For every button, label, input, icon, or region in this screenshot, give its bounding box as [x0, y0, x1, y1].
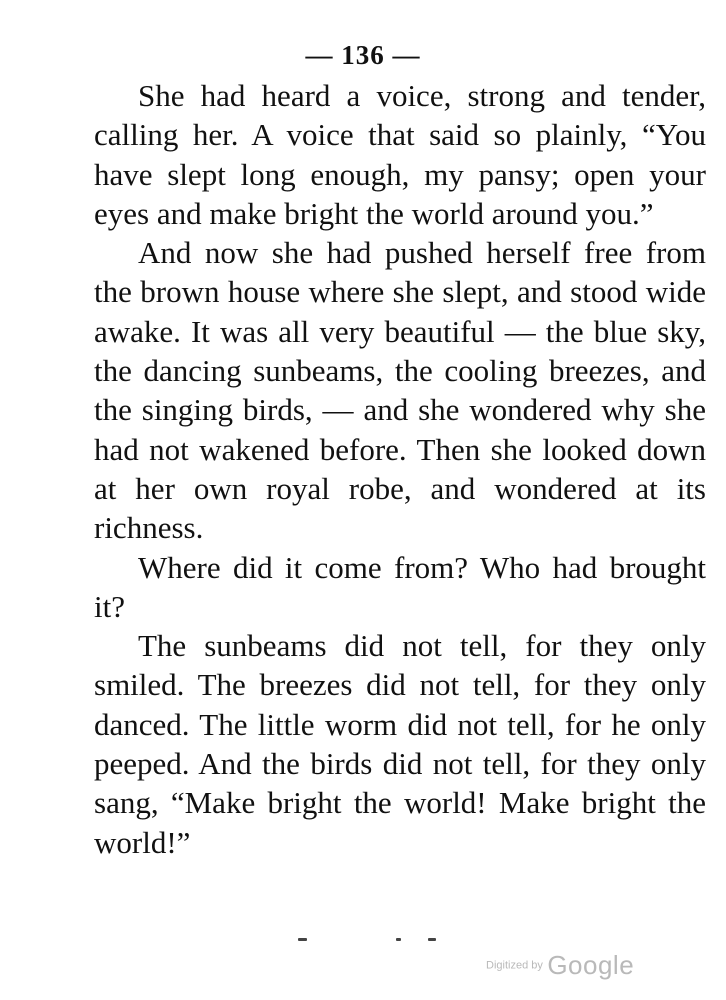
paragraph-3: Where did it come from? Who had brought it? — [94, 549, 706, 624]
paragraph-2: And now she had pushed herself free from the brown house where she slept, and stood wide awake. It was all very beautiful — the blue sky, the dancing sunbeams, the cooling breezes, and the singing birds, — and she wondered why she had not wakened before. Then she looked down at her own royal robe, and wondered at its richness. — [94, 235, 706, 546]
page-number: — 136 — — [305, 40, 421, 70]
printer-mark — [396, 938, 401, 941]
paragraph-4: The sunbeams did not tell, for they only smiled. The breezes did not tell, for they only danced. The little worm did not tell, for he only peeped. And the birds did not tell, for they only sang, “Make bright the world! Make bright the world!” — [94, 628, 706, 860]
printer-mark — [428, 938, 436, 941]
watermark-prefix: Digitized by — [486, 959, 543, 972]
digitized-watermark — [486, 950, 634, 981]
page-body-text — [94, 76, 706, 862]
printer-mark — [298, 938, 307, 941]
google-logo: Google — [547, 950, 635, 980]
printer-marks — [0, 938, 726, 948]
paragraph-1: She had heard a voice, strong and tender, calling her. A voice that said so plainly, “You have slept long enough, my pansy; open your eyes and make bright the world around you.” — [94, 78, 706, 231]
